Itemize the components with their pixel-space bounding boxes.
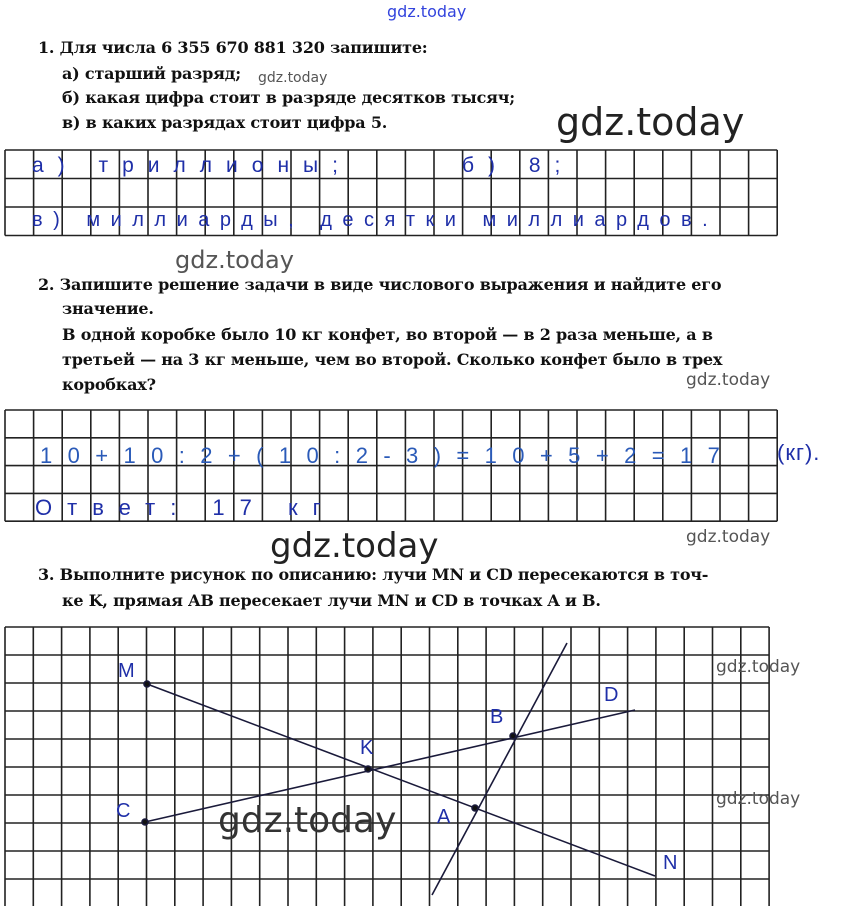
watermark: gdz.today xyxy=(175,246,294,274)
point-label-n: N xyxy=(663,852,678,874)
watermark: gdz.today xyxy=(556,100,745,144)
task2-line1: В одной коробке было 10 кг конфет, во второй — в 2 раза меньше, а в xyxy=(62,325,713,344)
task1-c: в) в каких разрядах стоит цифра 5. xyxy=(62,113,388,132)
watermark: gdz.today xyxy=(716,657,801,677)
watermark: gdz.today xyxy=(716,789,801,809)
task2-title: 2. Запишите решение задачи в виде числового выражения и найдите его xyxy=(38,275,722,294)
answer-b: б) 8; xyxy=(462,154,575,177)
watermark: gdz.today xyxy=(218,800,397,841)
solution-expression: 10+10:2+(10:2-3)=10+5+2=17 xyxy=(40,443,736,468)
point-label-c: C xyxy=(116,800,131,822)
task1-a: а) старший разряд; xyxy=(62,64,241,83)
line-ab xyxy=(432,643,567,895)
task2-line3: коробках? xyxy=(62,375,156,394)
point-label-a: A xyxy=(437,806,451,828)
point-label-k: K xyxy=(360,737,374,759)
task2-title2: значение. xyxy=(62,299,154,318)
answer-c: в) миллиарды, десятки миллиардов. xyxy=(32,209,719,231)
watermark: gdz.today xyxy=(387,2,467,21)
geometry-drawing xyxy=(142,643,655,895)
task3-line1: 3. Выполните рисунок по описанию: лучи MN и CD пересекаются в точ- xyxy=(38,565,709,584)
task3-line2: ке K, прямая AB пересекает лучи MN и CD в точках A и B. xyxy=(62,591,601,610)
point-label-b: B xyxy=(490,706,504,728)
task2-line2: третьей — на 3 кг меньше, чем во второй. Сколько конфет было в трех xyxy=(62,350,723,369)
task1-b: б) какая цифра стоит в разряде десятков тысяч; xyxy=(62,88,516,107)
point-label-m: M xyxy=(118,660,135,682)
answer: Ответ: 17 кг xyxy=(35,495,336,520)
watermark: gdz.today xyxy=(686,370,771,390)
watermark: gdz.today xyxy=(686,527,771,547)
task1-title: 1. Для числа 6 355 670 881 320 запишите: xyxy=(38,38,428,57)
point-label-d: D xyxy=(604,684,619,706)
answer-a: а) триллионы; xyxy=(32,154,352,177)
watermark: gdz.today xyxy=(270,526,439,566)
watermark: gdz.today xyxy=(258,70,328,86)
solution-unit: (кг). xyxy=(777,440,821,465)
